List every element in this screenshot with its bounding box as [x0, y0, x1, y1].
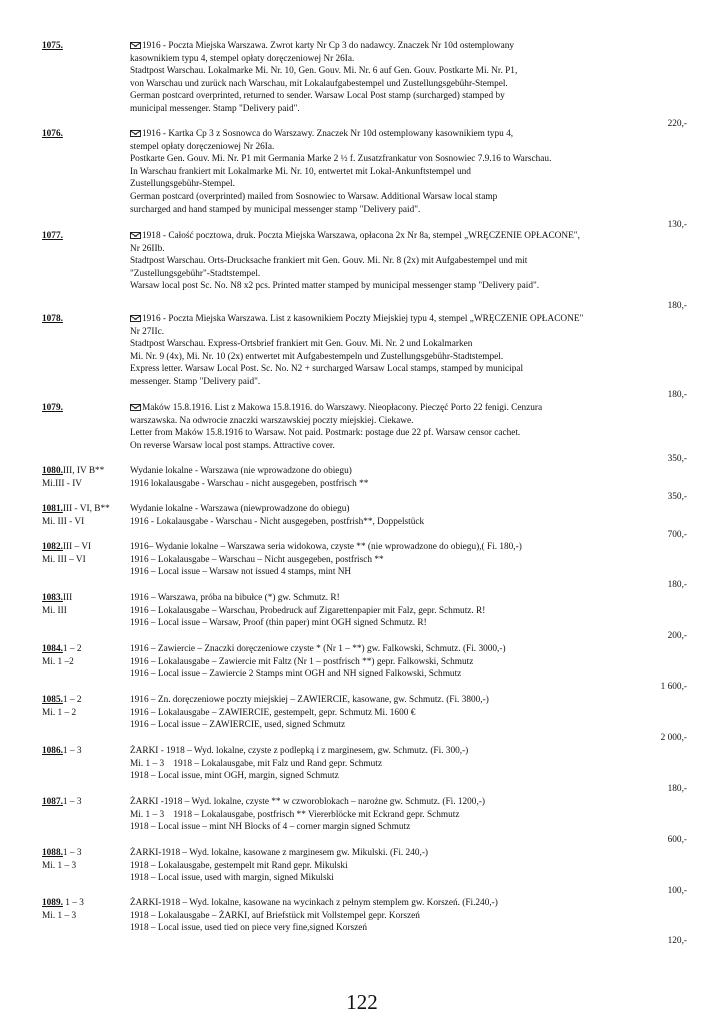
description-line: ŻARKI -1918 – Wyd. lokalne, czyste ** w czworoblokach – narożne gw. Schmutz. (Fi. 1200,-): [130, 797, 485, 807]
description-line: Zustellungsgebühr-Stempel.: [130, 179, 235, 190]
lot-number: 1076.: [42, 129, 63, 139]
lot-sub-reference: Mi. 1 – 3: [42, 910, 77, 921]
lot-number-suffix: III - VI, B**: [62, 504, 110, 514]
envelope-icon: [130, 404, 141, 411]
description-line: 1916 – Lokalausgabe – Warschau – Nicht ausgegeben, postfrisch **: [130, 554, 384, 565]
lot-price: 2 000,-: [660, 733, 687, 743]
lot-number-cell: [42, 230, 130, 243]
lot-number-cell: [42, 847, 130, 872]
description-line: Mi. Nr. 9 (4x), Mi. Nr. 10 (2x) entwertet mit Aufgabestempeln und Zustellungsgebühr-Stadtstempel.: [130, 351, 504, 362]
lot-sub-reference: Mi. 1 –2: [42, 656, 74, 667]
lot-price: 130,-: [667, 220, 687, 230]
lot-description: [130, 40, 630, 116]
description-line: 1918 – Lokalausgabe, gestempelt mit Rand gepr. Mikulski: [130, 860, 348, 871]
description-line: von Warschau und zurück nach Warschau, mit Lokalaufgabestempel und Zustellungsgebühr-Stempel.: [130, 78, 508, 89]
lot-description: [130, 643, 630, 681]
lot-number-cell: [42, 128, 130, 141]
description-line: Stadtpost Warschau. Express-Ortsbrief frankiert mit Gen. Gouv. Mi. Nr. 2 und Lokalmarken: [130, 339, 473, 350]
description-line: Mi. 1 – 3 1918 – Lokalausgabe, postfrisch ** Viererblöcke mit Eckrand gepr. Schmutz: [130, 809, 460, 820]
description-line: 1916 - Lokalausgabe - Warschau - Nicht ausgegeben, postfrish**, Doppelstück: [130, 516, 425, 527]
lot-number: 1081.: [42, 504, 63, 514]
description-line: 1916 – Local issue – Warsaw not issued 4 stamps, mint NH: [130, 567, 352, 578]
lot-description: [130, 313, 630, 389]
lot-number: 1078.: [42, 314, 63, 324]
description-line: 1916 – Zn. doręczeniowe poczty miejskiej – ZAWIERCIE, kasowane, gw. Schmutz. (Fi. 3800,-): [130, 695, 489, 705]
lot-description: [130, 897, 630, 935]
description-line: 1916 – Lokalausgabe – Zawiercie mit Faltz (Nr 1 – postfrisch **) gepr. Falkowski, Schmutz: [130, 656, 474, 667]
lot-number-cell: [42, 694, 130, 719]
description-line: Postkarte Gen. Gouv. Mi. Nr. P1 mit Germania Marke 2 ½ f. Zusatzfrankatur von Sosnowiec 7.9.16 to Warschau.: [130, 154, 552, 165]
lot-description: [130, 592, 630, 630]
lot-price: 100,-: [667, 886, 687, 896]
description-line: 1916 – Local issue – Zawiercie 2 Stamps mint OGH and NH signed Falkowski, Schmutz: [130, 669, 462, 680]
lot-price: 350,-: [667, 454, 687, 464]
description-line: 1916 – Zawiercie – Znaczki doręczeniowe czyste * (Nr 1 – **) gw. Falkowski, Schmutz. (Fi. 3000,-): [130, 644, 506, 654]
lot-number-suffix: III, IV B**: [62, 466, 105, 476]
lot-number-cell: [42, 465, 130, 490]
description-line: Mi. 1 – 3 1918 – Lokalausgabe, mit Falz und Rand gepr. Schmutz: [130, 758, 383, 769]
lot-number-cell: [42, 796, 130, 809]
lot-description: [130, 796, 630, 834]
description-line: 1916 – Local issue – Warsaw, Proof (thin paper) mint OGH signed Schmutz. R!: [130, 618, 427, 629]
lot-number: 1075.: [42, 41, 63, 51]
description-line: 1916 - Kartka Cp 3 z Sosnowca do Warszawy. Znaczek Nr 10d ostemplowany kasownikiem typu 4,: [142, 129, 514, 139]
description-line: ŻARKI - 1918 – Wyd. lokalne, czyste z podlepką i z marginesem, gw. Schmutz. (Fi. 300,-): [130, 746, 469, 756]
description-line: Maków 15.8.1916. List z Makowa 15.8.1916. do Warszawy. Nieopłacony. Pieczęć Porto 22 fenigi. Cenzura: [142, 403, 543, 413]
description-line: Express letter. Warsaw Local Post. Sc. No. N2 + surcharged Warsaw Local stamps, stamped by municipal: [130, 364, 524, 375]
lot-number: 1086.: [42, 746, 63, 756]
lot-price: 180,-: [667, 784, 687, 794]
lot-price: 350,-: [667, 492, 687, 502]
description-line: municipal messenger. Stamp "Delivery paid".: [130, 103, 300, 114]
lot-number-suffix: 1 – 2: [62, 695, 82, 705]
lot-description: [130, 128, 630, 216]
lot-description: [130, 503, 630, 528]
description-line: 1916 – Lokalausgabe – ZAWIERCIE, gestempelt, gepr. Schmutz Mi. 1600 €: [130, 707, 416, 718]
lot-description: [130, 230, 630, 293]
description-line: Letter from Maków 15.8.1916 to Warsaw. Not paid. Postmark: postage due 22 pf. Warsaw censor cachet.: [130, 428, 521, 439]
description-line: German postcard overprinted, returned to sender. Warsaw Local Post stamp (surcharged) stamped by: [130, 91, 505, 102]
lot-number-cell: [42, 541, 130, 566]
description-line: Nr 26IIb.: [130, 243, 165, 254]
lot-number-suffix: III: [62, 593, 73, 603]
lot-price: 180,-: [667, 580, 687, 590]
lot-number-suffix: 1 – 3: [62, 898, 84, 908]
lot-description: [130, 745, 630, 783]
description-line: Warsaw local post Sc. No. N8 x2 pcs. Printed matter stamped by municipal messenger stamp "Delivery paid".: [130, 281, 540, 292]
lot-number-cell: [42, 40, 130, 53]
description-line: surcharged and hand stamped by municipal messenger stamp "Delivery paid".: [130, 204, 421, 215]
lot-sub-reference: Mi. 1 – 3: [42, 860, 77, 871]
lot-number: 1082.: [42, 542, 63, 552]
description-line: 1918 - Całość pocztowa, druk. Poczta Miejska Warszawa, opłacona 2x Nr 8a, stempel „WRĘCZENIE OPŁACONE",: [142, 231, 580, 241]
description-line: ŻARKI-1918 – Wyd. lokalne, kasowane z marginesem gw. Mikulski. (Fi. 240,-): [130, 848, 429, 858]
page-number: 122: [346, 990, 378, 1014]
lot-price: 220,-: [667, 119, 687, 129]
lot-number: 1084.: [42, 644, 63, 654]
lot-number: 1087.: [42, 797, 63, 807]
description-line: German postcard (overprinted) mailed from Sosnowiec to Warsaw. Additional Warsaw local stamp: [130, 191, 498, 202]
lot-number-cell: [42, 313, 130, 326]
lot-number-suffix: 1 – 3: [62, 797, 82, 807]
lot-description: [130, 694, 630, 732]
description-line: "Zustellungsgebühr"-Stadtstempel.: [130, 268, 261, 279]
description-line: 1918 – Local issue – mint NH Blocks of 4 – corner margin signed Schmutz: [130, 822, 411, 833]
lot-price: 180,-: [667, 390, 687, 400]
lot-price: 1 600,-: [660, 682, 687, 692]
lot-number-cell: [42, 643, 130, 668]
lot-number: 1083.: [42, 593, 63, 603]
description-line: 1916 - Poczta Miejska Warszawa. Zwrot karty Nr Cp 3 do nadawcy. Znaczek Nr 10d ostemplowany: [142, 41, 515, 51]
description-line: kasownikiem typu 4, stempel opłaty doręczeniowej Nr 26Ia.: [130, 53, 355, 64]
lot-price: 180,-: [667, 301, 687, 311]
lot-description: [130, 402, 630, 452]
lot-number: 1079.: [42, 403, 63, 413]
description-line: 1918 – Local issue, used with margin, signed Mikulski: [130, 873, 334, 884]
lot-number-suffix: III – VI: [62, 542, 92, 552]
description-line: warszawska. Na odwrocie znaczki warszawskiej poczty miejskiej. Ciekawe.: [130, 415, 414, 426]
lot-number-cell: [42, 897, 130, 922]
lot-description: [130, 465, 630, 490]
description-line: 1918 – Local issue, used tied on piece very fine,signed Korszeń: [130, 923, 368, 934]
description-line: messenger. Stamp "Delivery paid".: [130, 376, 261, 387]
description-line: ŻARKI-1918 – Wyd. lokalne, kasowane na wycinkach z pełnym stemplem gw. Korszeń. (Fi.240,-): [130, 898, 498, 908]
lot-number-suffix: 1 – 3: [62, 746, 82, 756]
lot-number-cell: [42, 402, 130, 415]
description-line: 1916 – Lokalausgabe – Warschau, Probedruck auf Zigarettenpapier mit Falz, gepr. Schmutz. R!: [130, 605, 486, 616]
envelope-icon: [130, 232, 141, 239]
description-line: 1916 - Poczta Miejska Warszawa. List z kasownikiem Poczty Miejskiej typu 4, stempel „WRĘCZENIE OPŁACONE": [142, 314, 584, 324]
lot-number-suffix: 1 – 2: [62, 644, 82, 654]
lot-sub-reference: Mi. III - VI: [42, 516, 85, 527]
description-line: 1916– Wydanie lokalne – Warszawa seria widokowa, czyste ** (nie wprowadzone do obiegu),( Fi. 180,-): [130, 542, 522, 552]
envelope-icon: [130, 130, 141, 137]
description-line: On reverse Warsaw local post stamps. Attractive cover.: [130, 440, 335, 451]
description-line: 1918 – Lokalausgabe – ŻARKI, auf Briefstück mit Vollstempel gepr. Korszeń: [130, 910, 420, 921]
lot-number: 1077.: [42, 231, 63, 241]
lot-description: [130, 541, 630, 579]
lot-sub-reference: Mi. III: [42, 605, 67, 616]
envelope-icon: [130, 315, 141, 322]
lot-price: 600,-: [667, 835, 687, 845]
lot-number: 1088.: [42, 848, 63, 858]
description-line: Wydanie lokalne - Warszawa (nie wprowadzone do obiegu): [130, 466, 352, 476]
description-line: Stadtpost Warschau. Orts-Drucksache frankiert mit Gen. Gouv. Mi. Nr. 8 (2x) mit Aufgabestempel und mit: [130, 256, 528, 267]
lot-sub-reference: Mi. III – VI: [42, 554, 86, 565]
lot-description: [130, 847, 630, 885]
lot-sub-reference: Mi.III - IV: [42, 478, 83, 489]
lot-number: 1085.: [42, 695, 63, 705]
description-line: Wydanie lokalne - Warszawa (niewprowadzone do obiegu): [130, 504, 350, 514]
lot-price: 120,-: [667, 936, 687, 946]
description-line: 1918 – Local issue, mint OGH, margin, signed Schmutz: [130, 771, 339, 782]
description-line: Nr 27IIc.: [130, 326, 165, 337]
description-line: stempel opłaty doręczeniowej Nr 26Ia.: [130, 141, 275, 152]
description-line: Stadtpost Warschau. Lokalmarke Mi. Nr. 10, Gen. Gouv. Mi. Nr. 6 auf Gen. Gouv. Postkarte Mi. Nr. P1,: [130, 66, 518, 77]
lot-price: 200,-: [667, 631, 687, 641]
description-line: 1916 – Warszawa, próba na bibułce (*) gw. Schmutz. R!: [130, 593, 340, 603]
lot-sub-reference: Mi. 1 – 2: [42, 707, 77, 718]
description-line: In Warschau frankiert mit Lokalmarke Mi. Nr. 10, entwertet mit Lokal-Ankunftstempel und: [130, 166, 471, 177]
lot-price: 700,-: [667, 530, 687, 540]
envelope-icon: [130, 42, 141, 49]
lot-number: 1080.: [42, 466, 63, 476]
description-line: 1916 – Local issue – ZAWIERCIE, used, signed Schmutz: [130, 720, 346, 731]
description-line: 1916 lokalausgabe - Warschau - nicht ausgegeben, postfrisch **: [130, 478, 369, 489]
lot-number-suffix: 1 – 3: [62, 848, 82, 858]
lot-number-cell: [42, 503, 130, 528]
lot-number-cell: [42, 745, 130, 758]
lot-number: 1089.: [42, 898, 63, 908]
lot-number-cell: [42, 592, 130, 617]
